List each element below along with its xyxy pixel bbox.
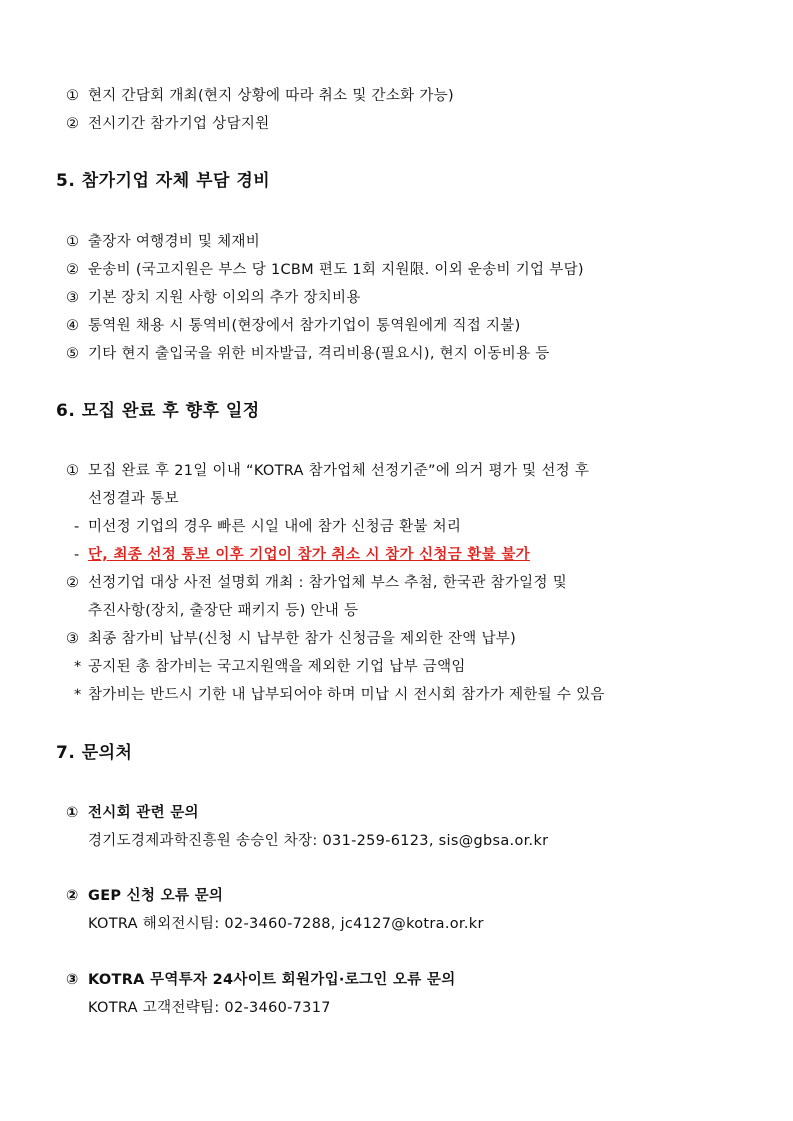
- section-6-sub-item-2: [74, 545, 530, 565]
- item-marker: ⑤: [66, 346, 80, 362]
- section-5-item-2: [66, 260, 584, 280]
- contact-2-title: [66, 886, 223, 906]
- item-marker: ②: [66, 888, 79, 904]
- dash-marker: -: [74, 547, 80, 563]
- contact-title-text: GEP 신청 오류 문의: [88, 888, 224, 904]
- contact-2-detail: KOTRA 해외전시팀: 02-3460-7288, jc4127@kotra.or.kr: [88, 916, 484, 932]
- item-text: 모집 완료 후 21일 이내 “KOTRA 참가업체 선정기준”에 의거 평가 및 선정 후: [88, 463, 590, 479]
- item-marker: ③: [66, 972, 79, 988]
- section-7-heading: 7. 문의처: [56, 743, 133, 763]
- item-text: 선정기업 대상 사전 설명회 개최 : 참가업체 부스 추첨, 한국관 참가일정 및: [88, 575, 567, 591]
- item-marker: ②: [66, 575, 80, 591]
- item-text: 운송비 (국고지원은 부스 당 1CBM 편도 1회 지원限. 이외 운송비 기업 부담): [88, 262, 584, 278]
- section-6-sub-item-1: [74, 517, 461, 537]
- item-text: 출장자 여행경비 및 체재비: [88, 234, 261, 250]
- section-6-item-1-line-2: 선정결과 통보: [88, 491, 179, 507]
- item-text: 공지된 총 참가비는 국고지원액을 제외한 기업 납부 금액임: [88, 659, 466, 675]
- section-6-item-2-line-2: 추진사항(장치, 출장단 패키지 등) 안내 등: [88, 603, 359, 619]
- dash-marker: -: [74, 519, 80, 535]
- contact-1-title: [66, 803, 199, 823]
- asterisk-marker: *: [74, 659, 82, 675]
- section-5-item-3: [66, 288, 361, 308]
- intro-item-1: [66, 86, 454, 106]
- section-6-heading: 6. 모집 완료 후 향후 일정: [56, 401, 260, 421]
- section-5-heading: 5. 참가기업 자체 부담 경비: [56, 171, 271, 191]
- section-6-note-1: [74, 657, 466, 677]
- item-marker: ①: [66, 88, 80, 104]
- section-6-item-2-line-1: [66, 573, 567, 593]
- item-text: 미선정 기업의 경우 빠른 시일 내에 참가 신청금 환불 처리: [88, 519, 462, 535]
- contact-title-text: KOTRA 무역투자 24사이트 회원가입·로그인 오류 문의: [88, 972, 456, 988]
- section-5-item-4: [66, 316, 521, 336]
- item-text: 전시기간 참가기업 상담지원: [88, 116, 270, 132]
- contact-3-detail: KOTRA 고객전략팀: 02-3460-7317: [88, 1000, 331, 1016]
- item-marker: ①: [66, 234, 80, 250]
- intro-item-2: [66, 114, 270, 134]
- item-text: 기본 장치 지원 사항 이외의 추가 장치비용: [88, 290, 361, 306]
- refund-warning: 단, 최종 선정 통보 이후 기업이 참가 취소 시 참가 신청금 환불 불가: [88, 547, 530, 563]
- asterisk-marker: *: [74, 687, 82, 703]
- contact-1-detail: 경기도경제과학진흥원 송승인 차장: 031-259-6123, sis@gbsa.or.kr: [88, 833, 549, 849]
- item-marker: ②: [66, 262, 80, 278]
- section-5-item-5: [66, 344, 550, 364]
- contact-title-text: 전시회 관련 문의: [88, 805, 199, 821]
- item-text: 기타 현지 출입국을 위한 비자발급, 격리비용(필요시), 현지 이동비용 등: [88, 346, 550, 362]
- item-marker: ③: [66, 290, 80, 306]
- item-marker: ③: [66, 631, 80, 647]
- item-marker: ④: [66, 318, 80, 334]
- item-text: 통역원 채용 시 통역비(현장에서 참가기업이 통역원에게 직접 지불): [88, 318, 521, 334]
- section-6-item-3: [66, 629, 516, 649]
- item-text: 최종 참가비 납부(신청 시 납부한 참가 신청금을 제외한 잔액 납부): [88, 631, 517, 647]
- contact-3-title: [66, 970, 456, 990]
- item-text: 참가비는 반드시 기한 내 납부되어야 하며 미납 시 전시회 참가가 제한될 수 있음: [88, 687, 605, 703]
- item-marker: ①: [66, 463, 80, 479]
- item-text: 현지 간담회 개최(현지 상황에 따라 취소 및 간소화 가능): [88, 88, 454, 104]
- item-marker: ①: [66, 805, 79, 821]
- section-5-item-1: [66, 232, 260, 252]
- item-marker: ②: [66, 116, 80, 132]
- section-6-item-1-line-1: [66, 461, 589, 481]
- section-6-note-2: [74, 685, 605, 705]
